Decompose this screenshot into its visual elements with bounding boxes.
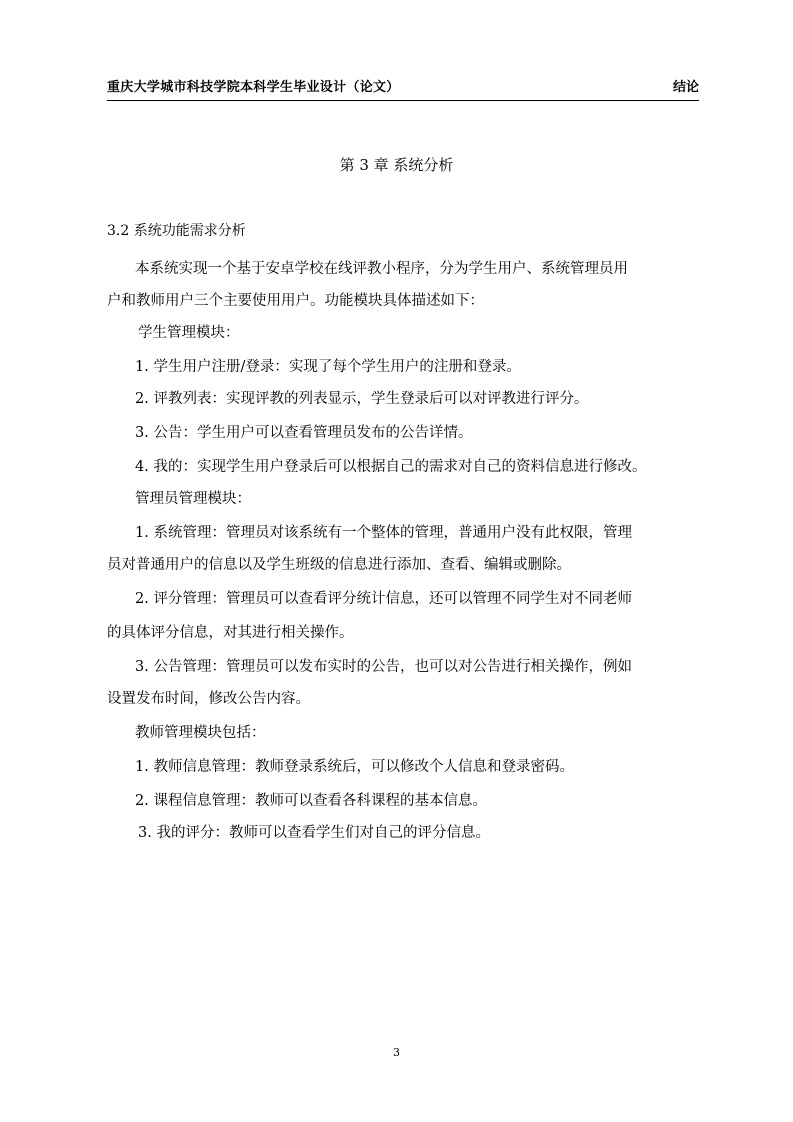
- module-heading: 管理员管理模块：: [135, 491, 251, 507]
- list-item: 3. 我的评分：教师可以查看学生们对自己的评分信息。: [138, 825, 490, 841]
- list-item: 2. 课程信息管理：教师可以查看各科课程的基本信息。: [135, 793, 487, 809]
- list-item: 1. 系统管理：管理员对该系统有一个整体的管理，普通用户没有此权限，管理: [135, 525, 632, 541]
- paragraph-line: 设置发布时间，修改公告内容。: [107, 691, 310, 707]
- module-heading: 学生管理模块：: [138, 325, 240, 341]
- list-item: 3. 公告管理：管理员可以发布实时的公告，也可以对公告进行相关操作，例如: [135, 659, 632, 675]
- list-item: 1. 教师信息管理：教师登录系统后，可以修改个人信息和登录密码。: [135, 759, 574, 775]
- page-number: 3: [393, 1046, 400, 1059]
- list-item: 3. 公告：学生用户可以查看管理员发布的公告详情。: [135, 425, 473, 441]
- section-title: 3.2 系统功能需求分析: [107, 223, 246, 239]
- paragraph-line: 的具体评分信息，对其进行相关操作。: [107, 625, 354, 641]
- chapter-title: 第 3 章 系统分析: [339, 156, 454, 174]
- module-heading: 教师管理模块包括：: [135, 725, 266, 741]
- running-header: [107, 76, 699, 96]
- list-item: 4. 我的：实现学生用户登录后可以根据自己的需求对自己的资料信息进行修改。: [135, 459, 647, 475]
- list-item: 2. 评分管理：管理员可以查看评分统计信息，还可以管理不同学生对不同老师: [135, 591, 632, 607]
- header-rule: [107, 100, 699, 101]
- list-item: 1. 学生用户注册/登录：实现了每个学生用户的注册和登录。: [135, 359, 521, 375]
- paragraph-line: 户和教师用户三个主要使用用户。功能模块具体描述如下：: [107, 293, 484, 309]
- paragraph-line: 本系统实现一个基于安卓学校在线评教小程序，分为学生用户、系统管理员用: [135, 261, 628, 277]
- list-item: 2. 评教列表：实现评教的列表显示，学生登录后可以对评教进行评分。: [135, 391, 589, 407]
- paragraph-line: 员对普通用户的信息以及学生班级的信息进行添加、查看、编辑或删除。: [107, 557, 571, 573]
- header-chapter-label: 结论: [672, 80, 699, 95]
- header-thesis-title: 重庆大学城市科技学院本科学生毕业设计（论文）: [107, 80, 400, 95]
